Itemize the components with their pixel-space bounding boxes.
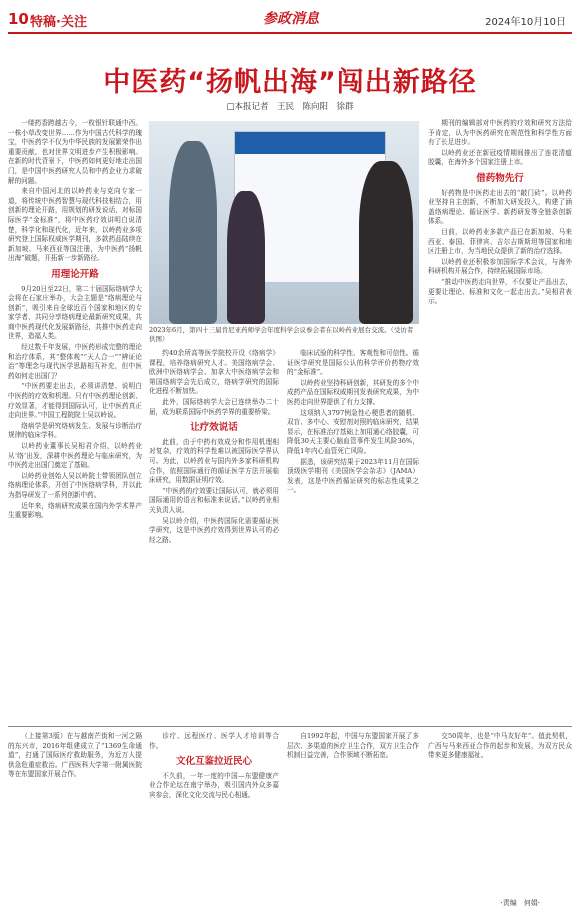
subheading: 让疗效说话 — [190, 422, 238, 434]
paragraph: 以岭药业还在新冠疫情期间推出了连花清瘟胶囊，在海外多个国家注册上市。 — [428, 148, 572, 167]
paragraph: （上接第3版）在与越南芒街和一河之隔的东兴市，2016年组建成立了“1369生命通道”，打通了国际医疗救助服务，为近万人提供急危重症救治。广西医科大学第一附属医院等在东盟国家开展合作。 — [8, 732, 142, 779]
paragraph: 期刊的编辑部对中医药的疗效和研究方法给予肯定，认为中医药研究在规范性和科学性方面有了长足进步。 — [428, 119, 572, 147]
paragraph: 以岭药业创始人吴以岭院士带领团队创立络病理论体系，开创了中医络病学科，并以此为指导研发了一系列创新中药。 — [8, 471, 142, 499]
paragraph: 诊疗、远程医疗、医学人才培训等合作。 — [149, 732, 279, 750]
bottom-column-3 — [287, 732, 419, 892]
bottom-column-2 — [149, 732, 279, 892]
bottom-column-1 — [8, 732, 142, 892]
article-column-4 — [428, 119, 572, 721]
paragraph: 吴以岭介绍，中医药国际化需要循证医学研究，这是中医药疗效得到世界认可的必经之路。 — [149, 516, 279, 544]
paragraph: “推动中医药走向世界，不仅要让产品出去，更要让理论、标准和文化一起走出去。”吴相君表示。 — [428, 277, 572, 306]
paragraph: 此前，由于中药有效成分和作用机理相对复杂，疗效的科学性难以被国际医学界认可。为此，以岭药业与国内外多家科研机构合作，依照国际通行的循证医学方法开展临床研究，用数据证明疗效。 — [149, 437, 279, 485]
issue-date: 2024年10月10日 — [485, 17, 566, 28]
paragraph: “中医药要走出去，必须讲清楚、说明白中医药的疗效和机理。只有中医药理论创新、疗效显著，才能得到国际认可，让中医药真正走向世界。”中国工程院院士吴以岭说。 — [8, 382, 142, 420]
paragraph: 近年来，络病研究成果在国内外学术界产生重要影响。 — [8, 501, 142, 520]
article-column-3 — [287, 349, 419, 721]
page-number: 10 — [8, 10, 29, 28]
subheading: 借药物先行 — [476, 172, 524, 184]
news-photo — [149, 121, 419, 324]
banner-header — [235, 132, 385, 154]
paragraph: 据悉，该研究结果于2023年11月在国际顶级医学期刊《美国医学会杂志》（JAMA）发表，这是中医药循证研究的标志性成果之一。 — [287, 457, 419, 495]
paragraph: 不久前，一年一度的中国—东盟健康产业合作论坛在南宁举办，吸引国内外众多嘉宾参会，深化文化交流与民心相通。 — [149, 771, 279, 799]
subheading: 文化互鉴拉近民心 — [175, 756, 252, 768]
paragraph: 临床试验的科学性、客观性和可信性。循证医学研究是国际公认的科学评价药物疗效的“金标准”。 — [287, 349, 419, 377]
person-figure — [359, 161, 413, 324]
paragraph: 络病学是研究络病发生、发展与诊断治疗规律的临床学科。 — [8, 421, 142, 440]
section-divider — [8, 726, 572, 727]
page-header — [8, 6, 572, 34]
section-label: 特稿·关注 — [30, 15, 87, 30]
paragraph: 交50周年，也是“中马友好年”。值此契机，广西与马来西亚合作的起步和发展，为双方民众带来更多健康福祉。 — [428, 732, 572, 760]
byline: □本报记者 王民 陈向阳 徐群 — [226, 102, 354, 112]
paragraph: 好药物是中医药走出去的“敲门砖”。以岭药业坚持自主创新，不断加大研发投入，构建了涵盖络病理论、循证医学、新药研发等全链条创新体系。 — [428, 188, 572, 226]
editor-credit: ·责编 何娟· — [500, 899, 540, 907]
person-figure — [169, 141, 217, 324]
paragraph: 此外，国际络病学大会已连续举办二十届，成为联系国际中医药学界的重要桥梁。 — [149, 397, 279, 416]
paragraph: “中医药的疗效要让国际认可，就必须用国际通用的语言和标准来说话。”以岭药业相关负责人说。 — [149, 486, 279, 514]
paragraph: 经过数千年发展，中医药形成完整的理论和治疗体系，其“整体观”“天人合一”“辨证论治”等理念与现代医学思路相互补充，但中医药如何走出国门？ — [8, 343, 142, 380]
article-title: 中医药“扬帆出海”闯出新路径 — [103, 67, 477, 98]
photo-caption: 2023年6月，第四十三届肯尼亚药师学会年度科学会议参会者在以岭药业展台交流。（受访者供图） — [149, 326, 414, 343]
paragraph: 9月20日至22日，第二十届国际络病学大会将在石家庄举办，大会主题是“络病理论与创新”，吸引来自全球近百个国家和地区的专家学者，共同分享络病理论最新研究成果，共商中医药现代化发展新路径，共推中医药走向世界，造福人类。 — [8, 284, 142, 341]
paragraph: 以岭药业董事长吴相君介绍，以岭药业从‘络’出发，深耕中医药理论与临床研究，为中医药走出国门奠定了基础。 — [8, 442, 142, 470]
paragraph: 自1992年起，中国与东盟国家开展了多层次、多渠道的医疗卫生合作，双方卫生合作机制日益完善，合作领域不断拓宽。 — [287, 732, 419, 760]
bottom-column-4 — [428, 732, 572, 892]
paragraph: 一缕药香跨越古今，一枚银针联通中西。一株小草改变世界……作为中国古代科学的瑰宝，中医药学不仅为中华民族的发展繁荣作出重要贡献，也对世界文明进步产生积极影响。在新的时代背景下，中医药如何更好地走出国门，是中国中医药研究人员和中药企业力求破解的问题。 — [8, 119, 142, 185]
paragraph: 来自中国河北的以岭药业与克向专家一道，将传统中医药智慧与现代科技相结合，用创新的理论开路，用规划的研发说话，对标国际医学“金标准”，将中医药疗效讲明白说清楚，科学化和现代化，近年来，以岭药业多项研究登上国际权威医学期刊，多款药品陆续在新加坡、马来西亚等国注册，为中医药“扬帆出海”破题，开拓新一步新路径。 — [8, 187, 142, 263]
paragraph: 目前，以岭药业多款产品已在新加坡、马来西亚、泰国、菲律宾、吉尔吉斯斯坦等国家和地区注册上市，为当地民众提供了新的治疗选择。 — [428, 227, 572, 256]
paragraph: 以岭药业坚持科研创新，其研发的多个中成药产品在国际权威期刊发表研究成果，为中医药走向世界提供了有力支撑。 — [287, 378, 419, 406]
article-column-1 — [8, 119, 142, 721]
subheading: 用理论开路 — [51, 268, 99, 280]
article-column-2 — [149, 349, 279, 721]
paragraph: 约40余所高等医学院校开设《络病学》课程，培养络病研究人才。美国络病学会、欧洲中医络病学会、加拿大中医络病学会和第国络病学会先后成立，络病学研究的国际化进程不断加快。 — [149, 349, 279, 396]
newspaper-logo: 参政消息 — [263, 11, 319, 27]
person-figure — [227, 191, 265, 324]
paragraph: 以岭药业还积极参加国际学术会议，与海外科研机构开展合作，持续拓展国际市场。 — [428, 257, 572, 276]
paragraph: 这项纳入3797例急性心梗患者的随机、双盲、多中心、安慰剂对照的临床研究，结果显示，在标准治疗基础上加用通心络胶囊，可降低30天主要心脑血管事件发生风险36%，降低1年内心血管死亡风险。 — [287, 408, 419, 455]
